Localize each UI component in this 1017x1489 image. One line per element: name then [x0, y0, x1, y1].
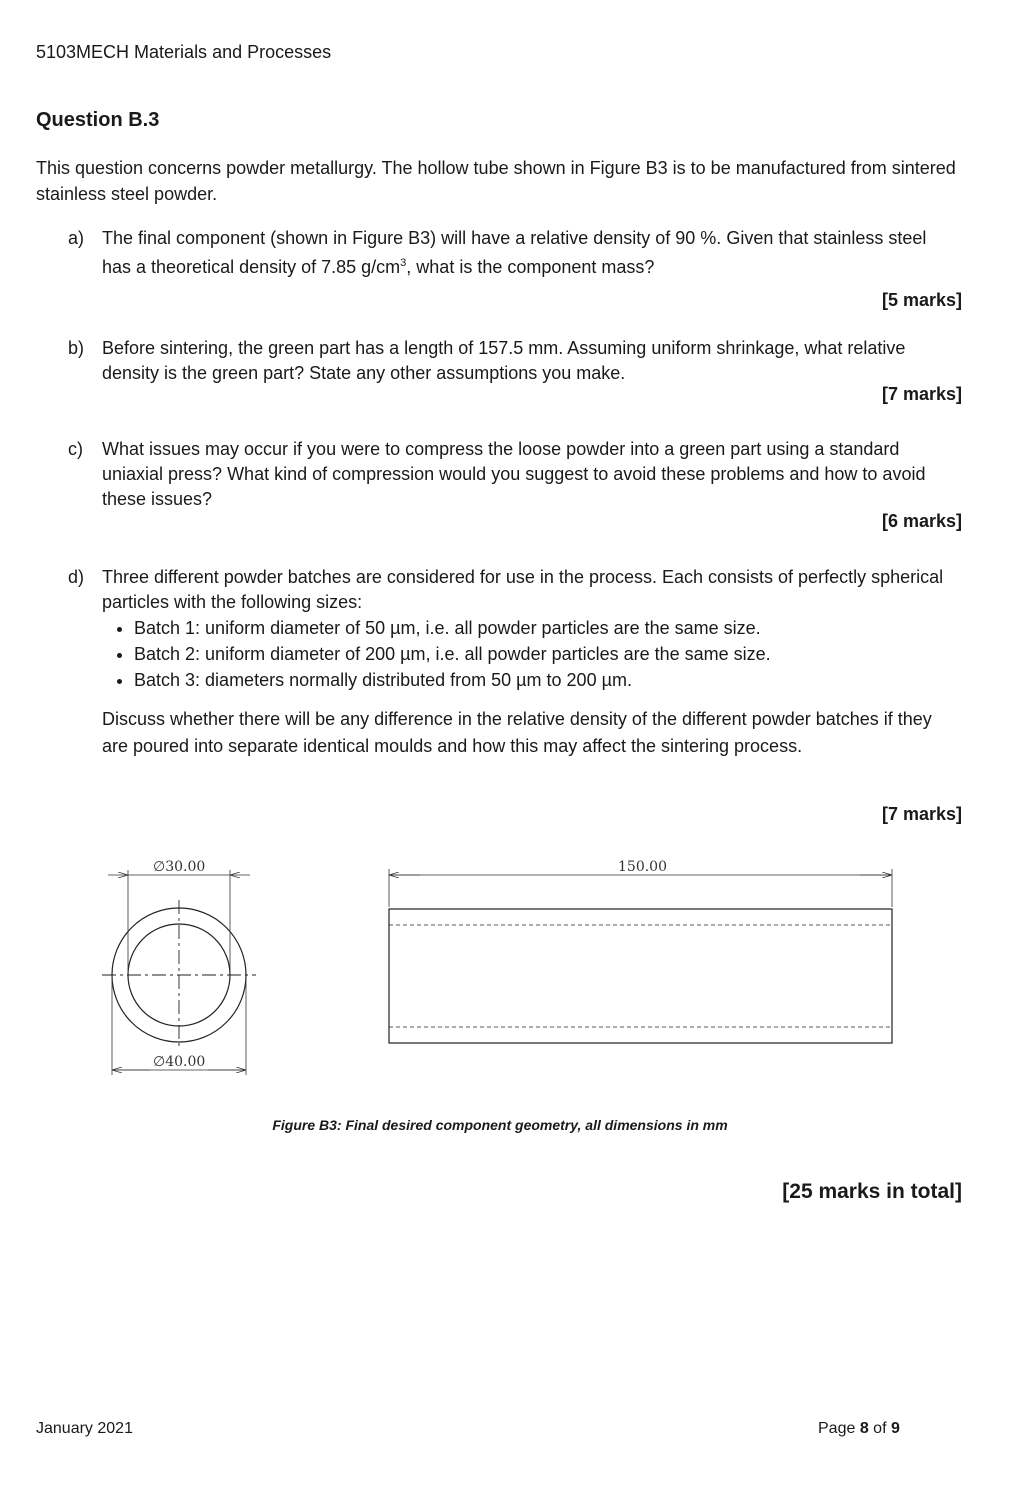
part-c: [68, 437, 958, 512]
part-c-text: What issues may occur if you were to compress the loose powder into a green part using a standard uniaxial press? What kind of compression would you suggest to avoid these problems and how to avoid these issues?: [102, 439, 926, 509]
part-b: [68, 336, 958, 386]
part-a: [68, 226, 958, 280]
batch-list: [68, 615, 958, 693]
part-a-text: [102, 226, 958, 280]
part-b-letter: b): [68, 338, 85, 358]
end-view: [102, 900, 256, 1050]
question-title: Question B.3: [36, 109, 160, 131]
part-a-text-main: The final component (shown in Figure B3) will have a relative density of 90 %. Given that stainless steel has a theoretical density of 7.85 g/cm: [102, 228, 927, 277]
part-d-text: Three different powder batches are considered for use in the process. Each consists of perfectly spherical particles with the following sizes:: [102, 567, 944, 612]
figure-b3-drawing: [0, 845, 1017, 1085]
page-current: 8: [859, 1420, 869, 1437]
part-b-marks: [7 marks]: [881, 384, 962, 404]
part-c-marks: [6 marks]: [881, 511, 962, 531]
course-header: 5103MECH Materials and Processes: [36, 42, 332, 62]
part-d-discussion: Discuss whether there will be any difference in the relative density of the different powder batches if they are poured into separate identical moulds and how this may affect the sintering process.: [102, 709, 932, 756]
page-number: [818, 1420, 900, 1438]
question-intro: This question concerns powder metallurgy. The hollow tube shown in Figure B3 is to be manufactured from sintered stainless steel powder.: [36, 158, 956, 204]
part-d: [68, 565, 958, 693]
part-d-marks: [7 marks]: [881, 804, 962, 824]
part-d-letter: d): [68, 567, 85, 587]
batch-item: • Batch 2: uniform diameter of 200 µm, i.e. all powder particles are the same size.: [134, 641, 958, 667]
part-a-marks: [5 marks]: [881, 290, 962, 310]
side-view: [389, 909, 892, 1043]
part-a-text-end: , what is the component mass?: [406, 257, 655, 277]
part-a-letter: a): [68, 228, 85, 248]
page-total: 9: [890, 1420, 900, 1437]
tube-outline: [389, 909, 892, 1043]
page-of: of: [868, 1420, 891, 1437]
batch-item: • Batch 3: diameters normally distributed from 50 µm to 200 µm.: [134, 667, 958, 693]
part-a-superscript: 3: [400, 257, 407, 269]
batch-item: • Batch 1: uniform diameter of 50 µm, i.e. all powder particles are the same size.: [134, 615, 958, 641]
figure-caption: Figure B3: Final desired component geometry, all dimensions in mm: [272, 1117, 728, 1133]
part-c-letter: c): [68, 439, 83, 459]
footer-date: January 2021: [36, 1420, 133, 1437]
outer-diameter-label: ∅40.00: [153, 1054, 206, 1070]
length-label: 150.00: [618, 859, 667, 875]
inner-diameter-label: ∅30.00: [153, 859, 206, 875]
page-prefix: Page: [818, 1420, 860, 1437]
part-b-text: Before sintering, the green part has a length of 157.5 mm. Assuming uniform shrinkage, what relative density is the green part? State any other assumptions you make.: [102, 338, 906, 383]
total-marks: [25 marks in total]: [782, 1180, 962, 1203]
